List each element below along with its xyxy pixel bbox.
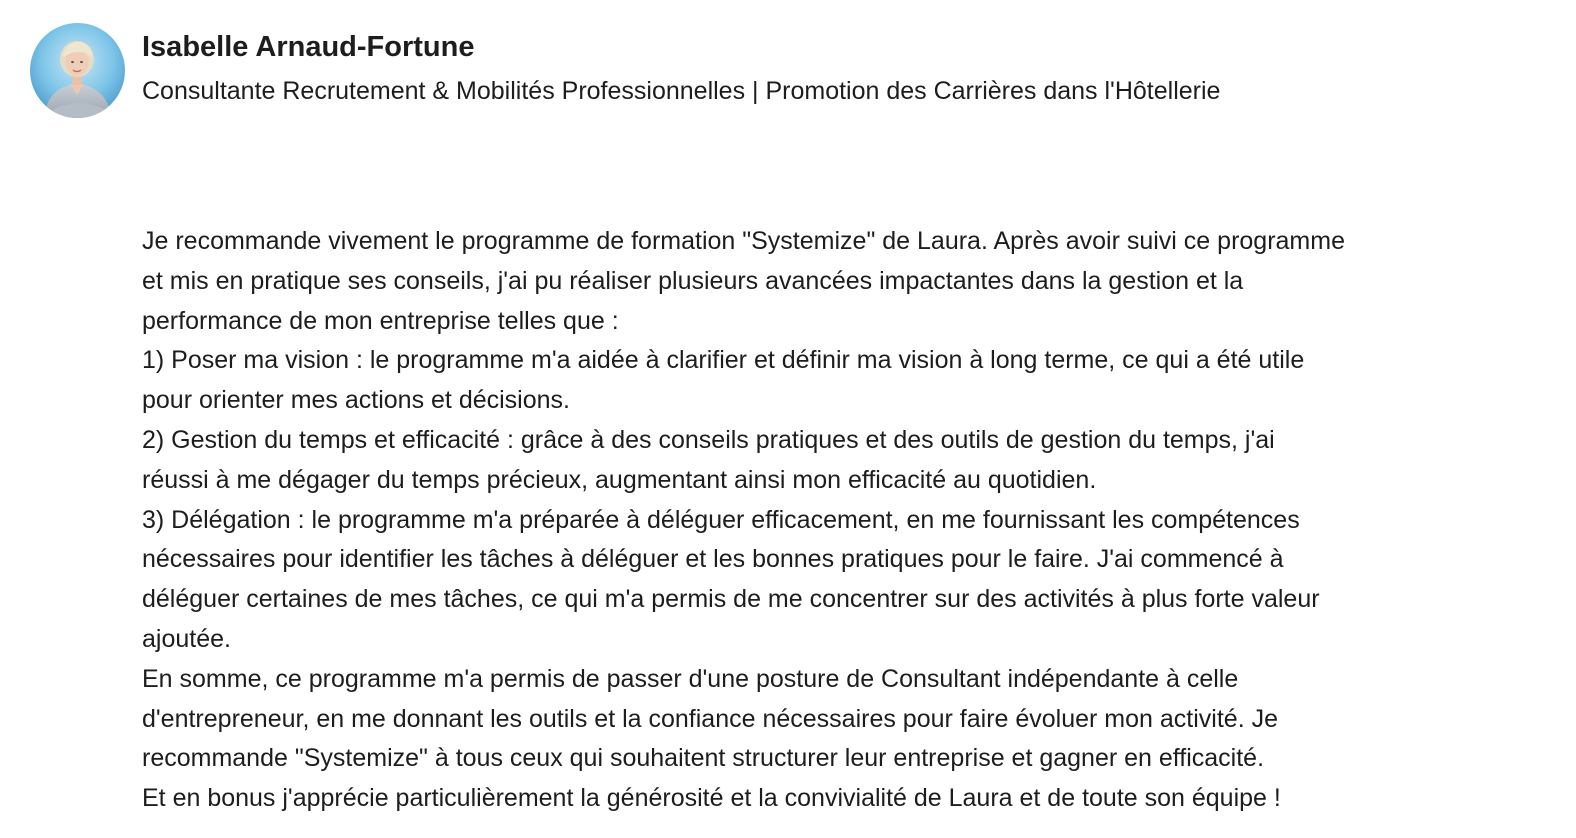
author-name[interactable]: Isabelle Arnaud-Fortune [142,31,475,63]
recommendation-line: déléguer certaines de mes tâches, ce qui m'a permis de me concentrer sur des activités à plus forte valeur [142,585,1320,614]
recommendation-line: nécessaires pour identifier les tâches à déléguer et les bonnes pratiques pour le faire. J'ai commencé à [142,545,1284,574]
recommendation-line: performance de mon entreprise telles que : [142,306,619,335]
recommendation-line: d'entrepreneur, en me donnant les outils et la confiance nécessaires pour faire évoluer mon activité. Je [142,704,1278,733]
author-headline: Consultante Recrutement & Mobilités Professionnelles | Promotion des Carrières dans l'Hôtellerie [142,77,1221,105]
recommendation-line: 3) Délégation : le programme m'a préparée à déléguer efficacement, en me fournissant les compétences [142,505,1300,534]
recommendation-line: 1) Poser ma vision : le programme m'a aidée à clarifier et définir ma vision à long terme, ce qui a été utile [142,346,1305,375]
recommendation-line: recommande "Systemize" à tous ceux qui souhaitent structurer leur entreprise et gagner en efficacité. [142,744,1265,773]
recommendation-line: 2) Gestion du temps et efficacité : grâce à des conseils pratiques et des outils de gestion du temps, j'ai [142,425,1275,454]
recommendation-text [142,222,1562,819]
profile-photo-icon [30,23,125,118]
recommendation-line: et mis en pratique ses conseils, j'ai pu réaliser plusieurs avancées impactantes dans la gestion et la [142,266,1244,295]
recommendation-line: pour orienter mes actions et décisions. [142,386,570,415]
recommendation-line: Je recommande vivement le programme de formation "Systemize" de Laura. Après avoir suivi ce programme [142,227,1345,255]
recommendation-line: Et en bonus j'apprécie particulièrement la générosité et la convivialité de Laura et de toute son équipe ! [142,784,1281,813]
recommendation-line: ajoutée. [142,624,231,653]
recommendation-line: En somme, ce programme m'a permis de passer d'une posture de Consultant indépendante à celle [142,664,1239,693]
author-avatar[interactable] [30,23,125,118]
recommendation-line: réussi à me dégager du temps précieux, augmentant ainsi mon efficacité au quotidien. [142,465,1097,494]
